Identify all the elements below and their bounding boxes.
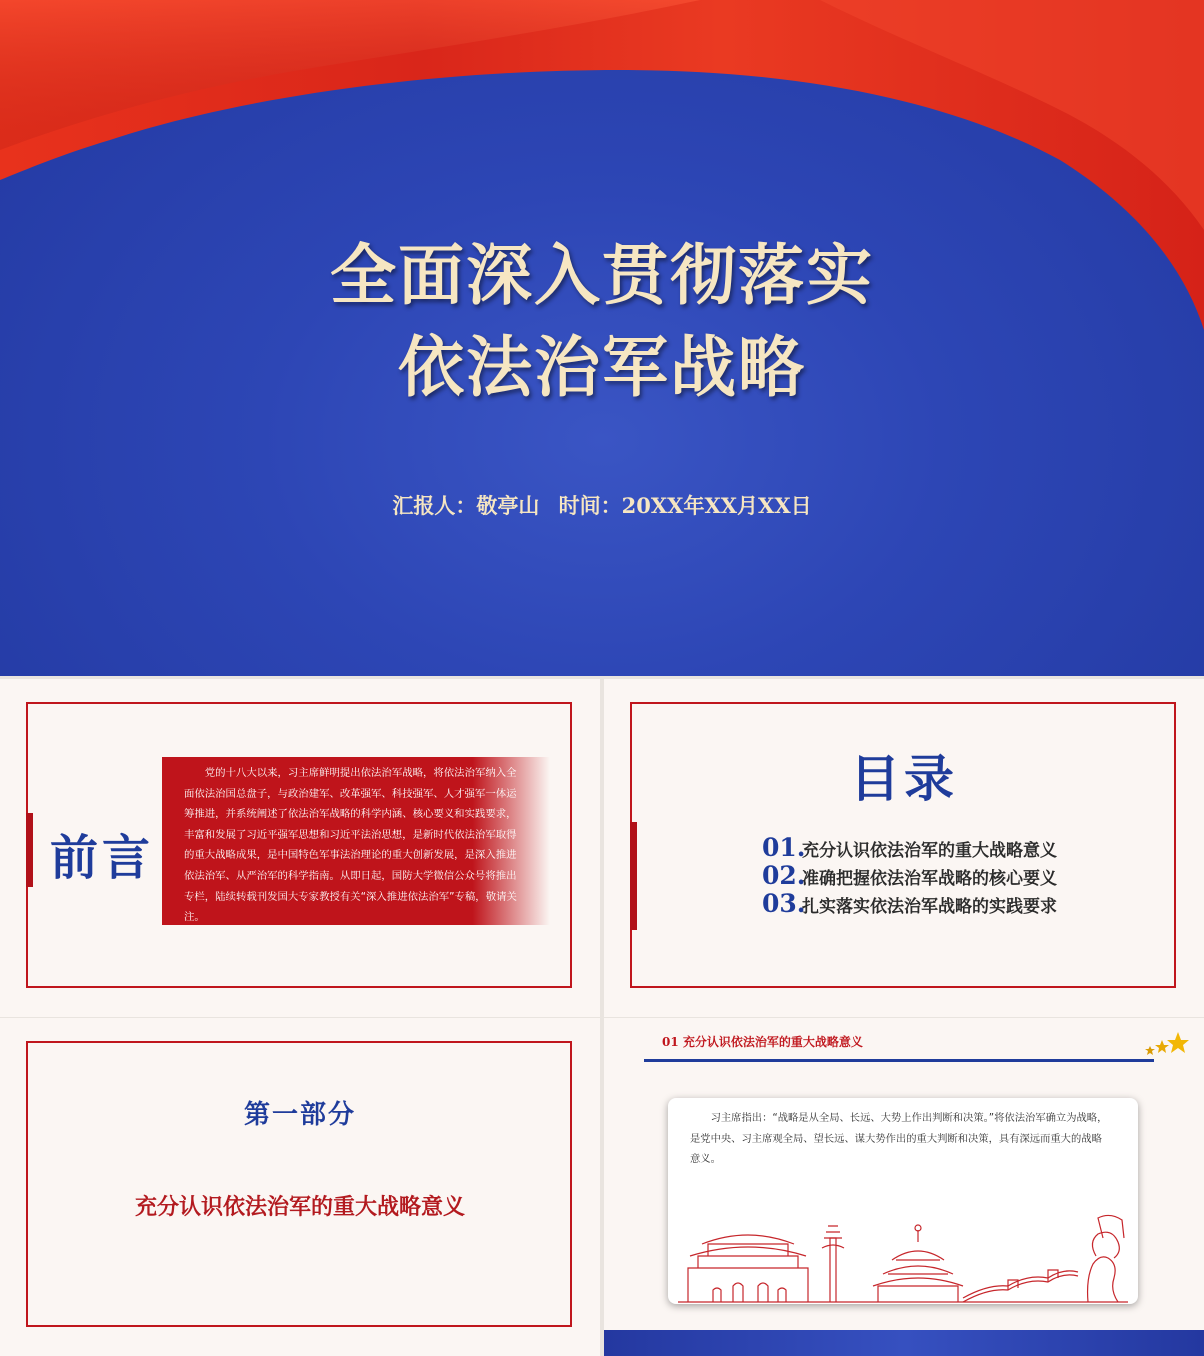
hero-title-line1: 全面深入贯彻落实	[330, 236, 874, 314]
part-one-slide	[0, 1018, 600, 1356]
section-header: 01 充分认识依法治军的重大战略意义	[662, 1035, 863, 1049]
preface-slide	[0, 679, 600, 1017]
toc-label: 充分认识依法治军的重大战略意义	[802, 841, 1057, 861]
accent-bar	[630, 822, 637, 930]
stars-icon	[1142, 1030, 1192, 1060]
header-rule	[644, 1059, 1154, 1062]
accent-bar	[26, 813, 33, 887]
toc-title: 目录	[850, 749, 958, 808]
section-slide	[604, 1018, 1204, 1356]
section-body: 习主席指出：“战略是从全局、长远、大势上作出判断和决策。”将依法治军确立为战略，是党中央、习主席观全局、望长远、谋大势作出的重大判断和决策，具有深远而重大的战略意义。	[690, 1112, 1108, 1165]
toc-item[interactable]	[762, 861, 1057, 889]
toc-label: 准确把握依法治军战略的核心要义	[802, 869, 1057, 889]
hero-meta	[0, 490, 1204, 520]
slide-frame	[26, 1041, 572, 1327]
reporter-text: 汇报人：敬亭山	[392, 493, 540, 518]
part-title: 第一部分	[243, 1100, 356, 1130]
cover-slide	[0, 0, 1204, 676]
content-card	[668, 1098, 1138, 1304]
landmarks-illustration-icon	[678, 1198, 1128, 1304]
part-subtitle: 充分认识依法治军的重大战略意义	[134, 1194, 465, 1220]
hero-title-line2: 依法治军战略	[398, 328, 806, 406]
toc-item[interactable]	[762, 889, 1057, 917]
toc-list	[762, 833, 1057, 917]
toc-item[interactable]	[762, 833, 1057, 861]
toc-slide	[604, 679, 1204, 1017]
toc-number: 03.	[762, 889, 806, 918]
bottom-band	[604, 1330, 1204, 1356]
date-text: 时间：20XX年XX月XX日	[558, 493, 812, 518]
toc-number: 01.	[762, 833, 806, 862]
toc-label: 扎实落实依法治军战略的实践要求	[802, 897, 1057, 917]
preface-title: 前言	[50, 830, 155, 886]
toc-number: 02.	[762, 861, 806, 890]
preface-body: 党的十八大以来，习主席鲜明提出依法治军战略，将依法治军纳入全面依法治国总盘子，与政治建军、改革强军、科技强军、人才强军一体运筹推进，并系统阐述了依法治军战略的科学内涵、核心要义和实践要求，丰富和发展了习近平强军思想和习近平法治思想，是新时代依法治军取得的重大战略成果，是中国特色军事法治理论的重大创新发展，是深入推进依法治军、从严治军的科学指南。从即日起，国防大学微信公众号将推出专栏，陆续转载刊发国大专家教授有关“深入推进依法治军”专稿，敬请关注。	[162, 757, 550, 925]
